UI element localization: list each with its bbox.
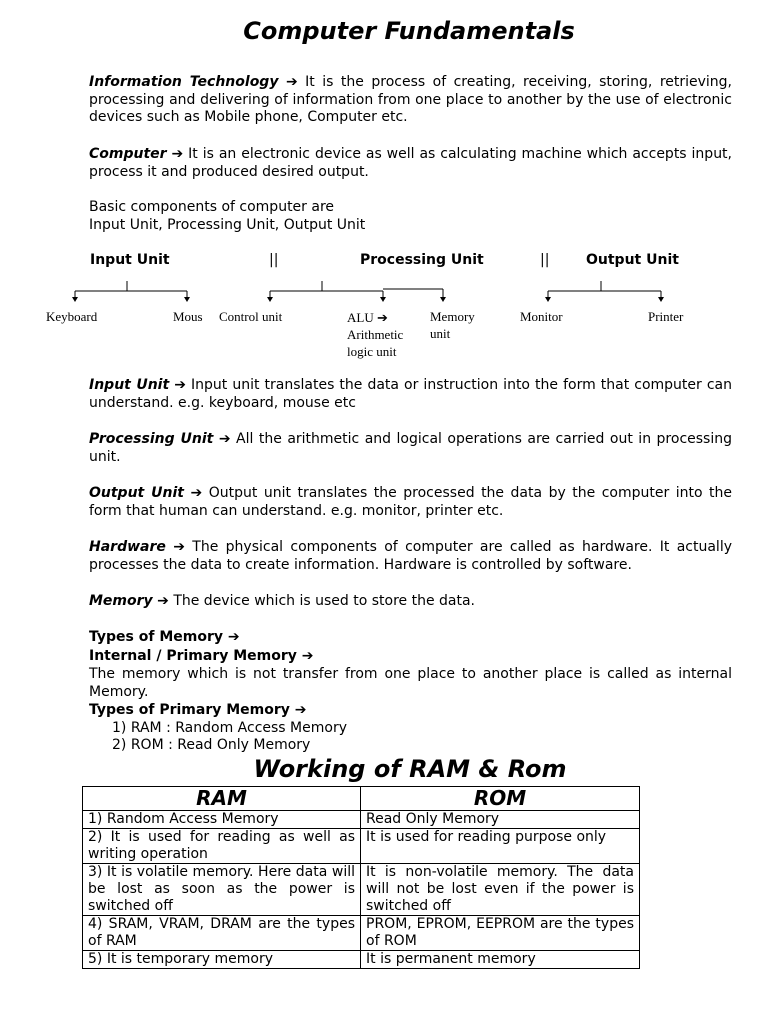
input-unit-text: Input unit translates the data or instruction into the form that computer can understand. e.g. keyboard, mouse etc [89, 377, 732, 411]
primary-list-item: 2) ROM : Read Only Memory [112, 737, 311, 753]
memory-paragraph [89, 593, 732, 611]
arrowhead-icon [267, 297, 273, 302]
diagram-mouse: Mous [173, 309, 203, 324]
table-header-rom: ROM [361, 787, 640, 811]
arrowhead-icon [184, 297, 190, 302]
diagram-printer: Printer [648, 309, 684, 324]
arrow-icon: ➔ [285, 74, 298, 90]
processing-unit-term: Processing Unit [89, 431, 214, 447]
memory-text: The device which is used to store the data. [173, 593, 475, 609]
memory-term: Memory [89, 593, 153, 609]
computer-term: Computer [89, 146, 167, 162]
table-title: Working of RAM & Rom [253, 755, 567, 783]
table-cell-ram: 1) Random Access Memory [83, 811, 361, 829]
info-tech-term: Information Technology [89, 74, 279, 90]
diagram-processing-head: Processing Unit [360, 252, 484, 268]
hardware-paragraph [89, 539, 732, 574]
types-of-memory-heading: Types of Memory ➔ [89, 629, 240, 645]
basic-components-line1: Basic components of computer are [89, 199, 335, 215]
input-unit-paragraph [89, 377, 732, 412]
output-unit-paragraph [89, 485, 732, 520]
basic-components-line2: Input Unit, Processing Unit, Output Unit [89, 217, 366, 233]
arrowhead-icon [545, 297, 551, 302]
primary-list-item: 1) RAM : Random Access Memory [112, 720, 347, 736]
table-cell-ram: 2) It is used for reading as well as writing operation [83, 829, 361, 864]
table-row [83, 864, 640, 916]
table-row [83, 829, 640, 864]
arrow-icon: ➔ [173, 539, 185, 555]
table-cell-ram: 5) It is temporary memory [83, 951, 361, 969]
internal-primary-heading: Internal / Primary Memory ➔ [89, 648, 314, 664]
diagram-keyboard: Keyboard [46, 309, 98, 324]
hardware-term: Hardware [89, 539, 166, 555]
diagram-control-unit: Control unit [219, 309, 283, 324]
diagram-alu: ALU ➔ [347, 310, 388, 325]
hardware-text: The physical components of computer are called as hardware. It actually processes the data to create information. Hardware is controlled by software. [89, 539, 732, 573]
table-cell-rom: It is used for reading purpose only [361, 829, 640, 864]
table-header-row [83, 787, 640, 811]
diagram-alu-full: Arithmetic [347, 327, 404, 342]
internal-memory-text: The memory which is not transfer from one place to another place is called as internal Memory. [89, 666, 732, 700]
table-cell-ram: 3) It is volatile memory. Here data will be lost as soon as the power is switched off [83, 864, 361, 916]
info-tech-text: It is the process of creating, receiving, storing, retrieving, processing and delivering of information from one place to another by the use of electronic devices such as Mobile phone, Computer etc. [89, 74, 733, 126]
diagram-memory-unit: Memory [430, 309, 475, 324]
table-cell-rom: PROM, EPROM, EEPROM are the types of ROM [361, 916, 640, 951]
table-cell-rom: Read Only Memory [361, 811, 640, 829]
processing-unit-paragraph [89, 431, 732, 466]
table-cell-ram: 4) SRAM, VRAM, DRAM are the types of RAM [83, 916, 361, 951]
arrowhead-icon [380, 297, 386, 302]
arrowhead-icon [72, 297, 78, 302]
types-primary-heading: Types of Primary Memory ➔ [89, 702, 307, 718]
table-row [83, 916, 640, 951]
arrow-icon: ➔ [190, 485, 203, 501]
diagram-input-head: Input Unit [90, 252, 170, 268]
diagram-alu-full: logic unit [347, 344, 397, 359]
diagram-monitor: Monitor [520, 309, 563, 324]
table-row [83, 811, 640, 829]
arrow-icon: ➔ [171, 146, 184, 162]
arrow-icon: ➔ [218, 431, 231, 447]
arrowhead-icon [440, 297, 446, 302]
diagram-memory-unit: unit [430, 326, 451, 341]
computer-text: It is an electronic device as well as calculating machine which accepts input, process it and produced desired output. [89, 146, 732, 180]
output-unit-term: Output Unit [89, 485, 184, 501]
processing-unit-text: All the arithmetic and logical operations are carried out in processing unit. [89, 431, 732, 465]
ram-rom-table [82, 786, 640, 969]
output-unit-text: Output unit translates the processed the data by the computer into the form that human can understand. e.g. monitor, printer etc. [89, 485, 732, 519]
input-unit-term: Input Unit [89, 377, 170, 393]
table-header-ram: RAM [83, 787, 361, 811]
diagram-separator: || [269, 252, 279, 268]
arrowhead-icon [658, 297, 664, 302]
table-row [83, 951, 640, 969]
diagram-separator: || [540, 252, 550, 268]
arrow-icon: ➔ [157, 593, 169, 609]
diagram-output-head: Output Unit [586, 252, 679, 268]
table-cell-rom: It is permanent memory [361, 951, 640, 969]
arrow-icon: ➔ [174, 377, 186, 393]
document-title: Computer Fundamentals [243, 17, 575, 45]
table-cell-rom: It is non-volatile memory. The data will not be lost even if the power is switched off [361, 864, 640, 916]
